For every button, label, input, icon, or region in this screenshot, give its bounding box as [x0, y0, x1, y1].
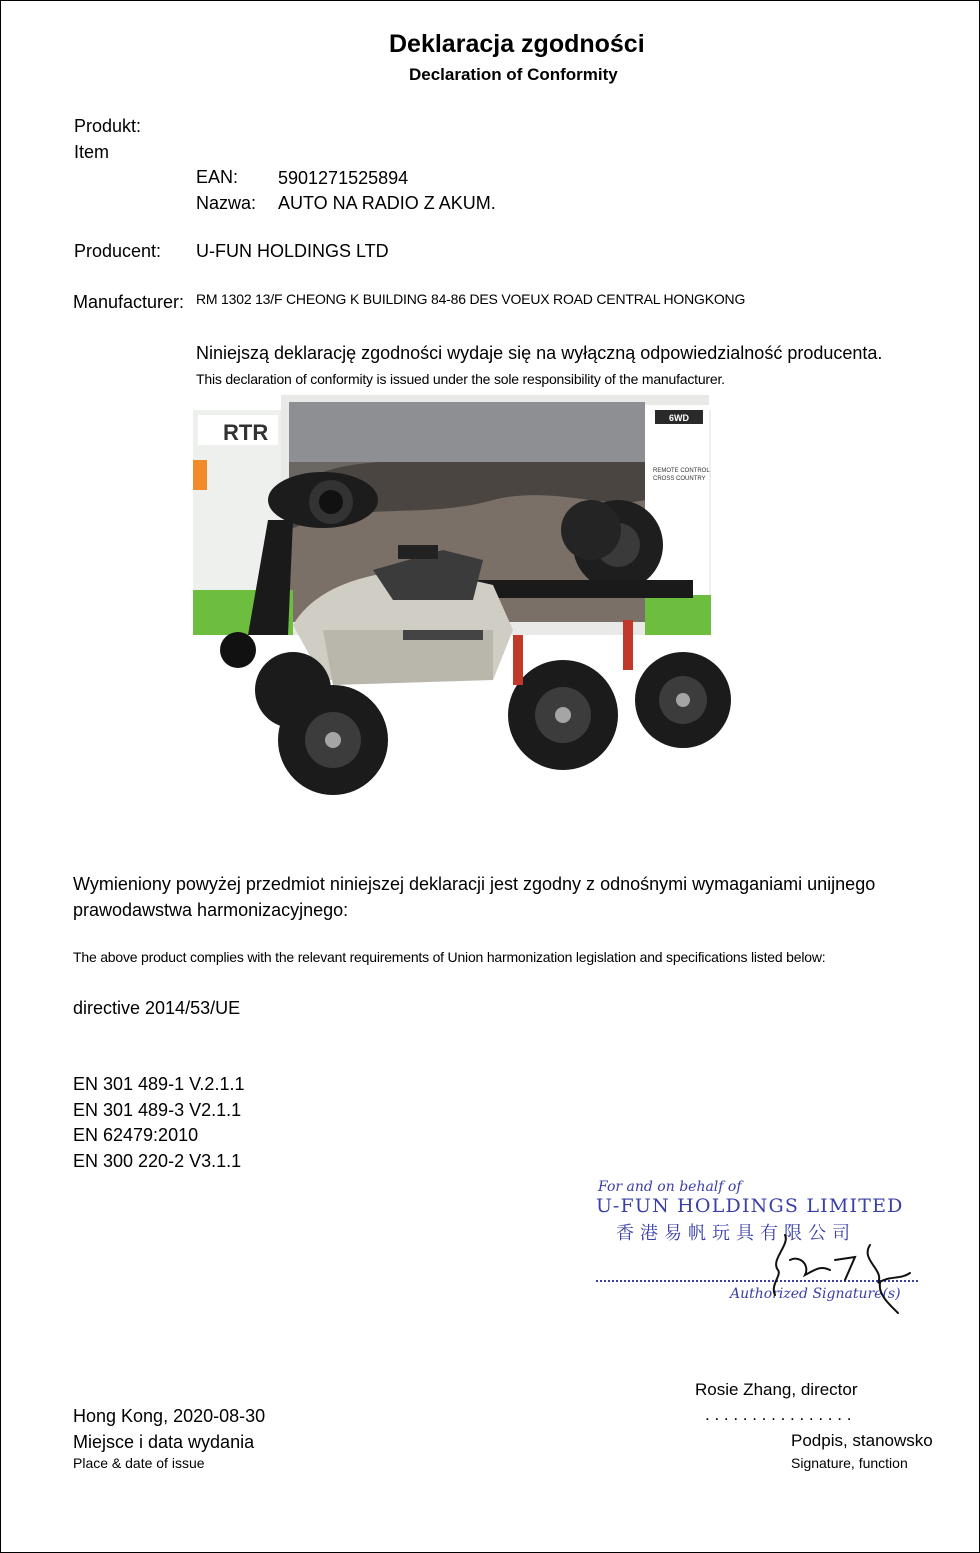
standard-item: EN 301 489-1 V.2.1.1 [73, 1074, 245, 1094]
name-value: AUTO NA RADIO Z AKUM. [278, 193, 496, 213]
stamp-line3: 香港易帆玩具有限公司 [616, 1223, 856, 1243]
box-text-remote: REMOTE CONTROL [653, 468, 710, 474]
compliance-pl-line1: Wymieniony powyżej przedmiot niniejszej deklaracji jest zgodny z odnośnymi wymaganiami unijnego [73, 874, 876, 894]
producer-label: Producent: [74, 241, 162, 261]
producer-value: U-FUN HOLDINGS LTD [196, 241, 389, 261]
directive: directive 2014/53/UE [73, 998, 241, 1018]
box-text-6wd: 6WD [669, 413, 689, 423]
document-subtitle: Declaration of Conformity [409, 65, 618, 84]
document-title: Deklaracja zgodności [389, 30, 645, 58]
signer-name: Rosie Zhang, director [695, 1380, 858, 1399]
ean-value: 5901271525894 [278, 168, 409, 188]
name-label: Nazwa: [196, 193, 257, 213]
product-label-en: Item [74, 142, 110, 162]
handwritten-signature [760, 1225, 920, 1315]
signature-label-en: Signature, function [791, 1455, 908, 1471]
place-label-pl: Miejsce i data wydania [73, 1432, 255, 1452]
responsibility-pl: Niniejszą deklarację zgodności wydaje się na wyłączną odpowiedzialność producenta. [196, 343, 883, 363]
box-text-cross: CROSS COUNTRY [653, 476, 706, 482]
standard-item: EN 62479:2010 [73, 1125, 199, 1145]
stamp-line4: Authorized Signature(s) [730, 1286, 901, 1302]
manufacturer-label: Manufacturer: [73, 292, 185, 312]
place-date: Hong Kong, 2020-08-30 [73, 1406, 266, 1426]
product-photo [193, 390, 759, 810]
stamp-line1: For and on behalf of [598, 1179, 742, 1195]
signature-label-pl: Podpis, stanowsko [791, 1431, 933, 1450]
place-label-en: Place & date of issue [73, 1455, 205, 1471]
standard-item: EN 301 489-3 V2.1.1 [73, 1100, 242, 1120]
ean-label: EAN: [196, 167, 239, 187]
compliance-pl-line2: prawodawstwa harmonizacyjnego: [73, 900, 349, 920]
stamp-line2: U-FUN HOLDINGS LIMITED [596, 1195, 904, 1217]
compliance-en: The above product complies with the relevant requirements of Union harmonization legislation and specifications listed below: [73, 949, 826, 965]
manufacturer-address: RM 1302 13/F CHEONG K BUILDING 84-86 DES VOEUX ROAD CENTRAL HONGKONG [196, 291, 746, 307]
box-text-rtr: RTR [223, 420, 269, 445]
product-label-pl: Produkt: [74, 116, 142, 136]
responsibility-en: This declaration of conformity is issued under the sole responsibility of the manufacturer. [196, 371, 725, 387]
signature-dots: . . . . . . . . . . . . . . . . [705, 1405, 852, 1424]
standard-item: EN 300 220-2 V3.1.1 [73, 1151, 242, 1171]
